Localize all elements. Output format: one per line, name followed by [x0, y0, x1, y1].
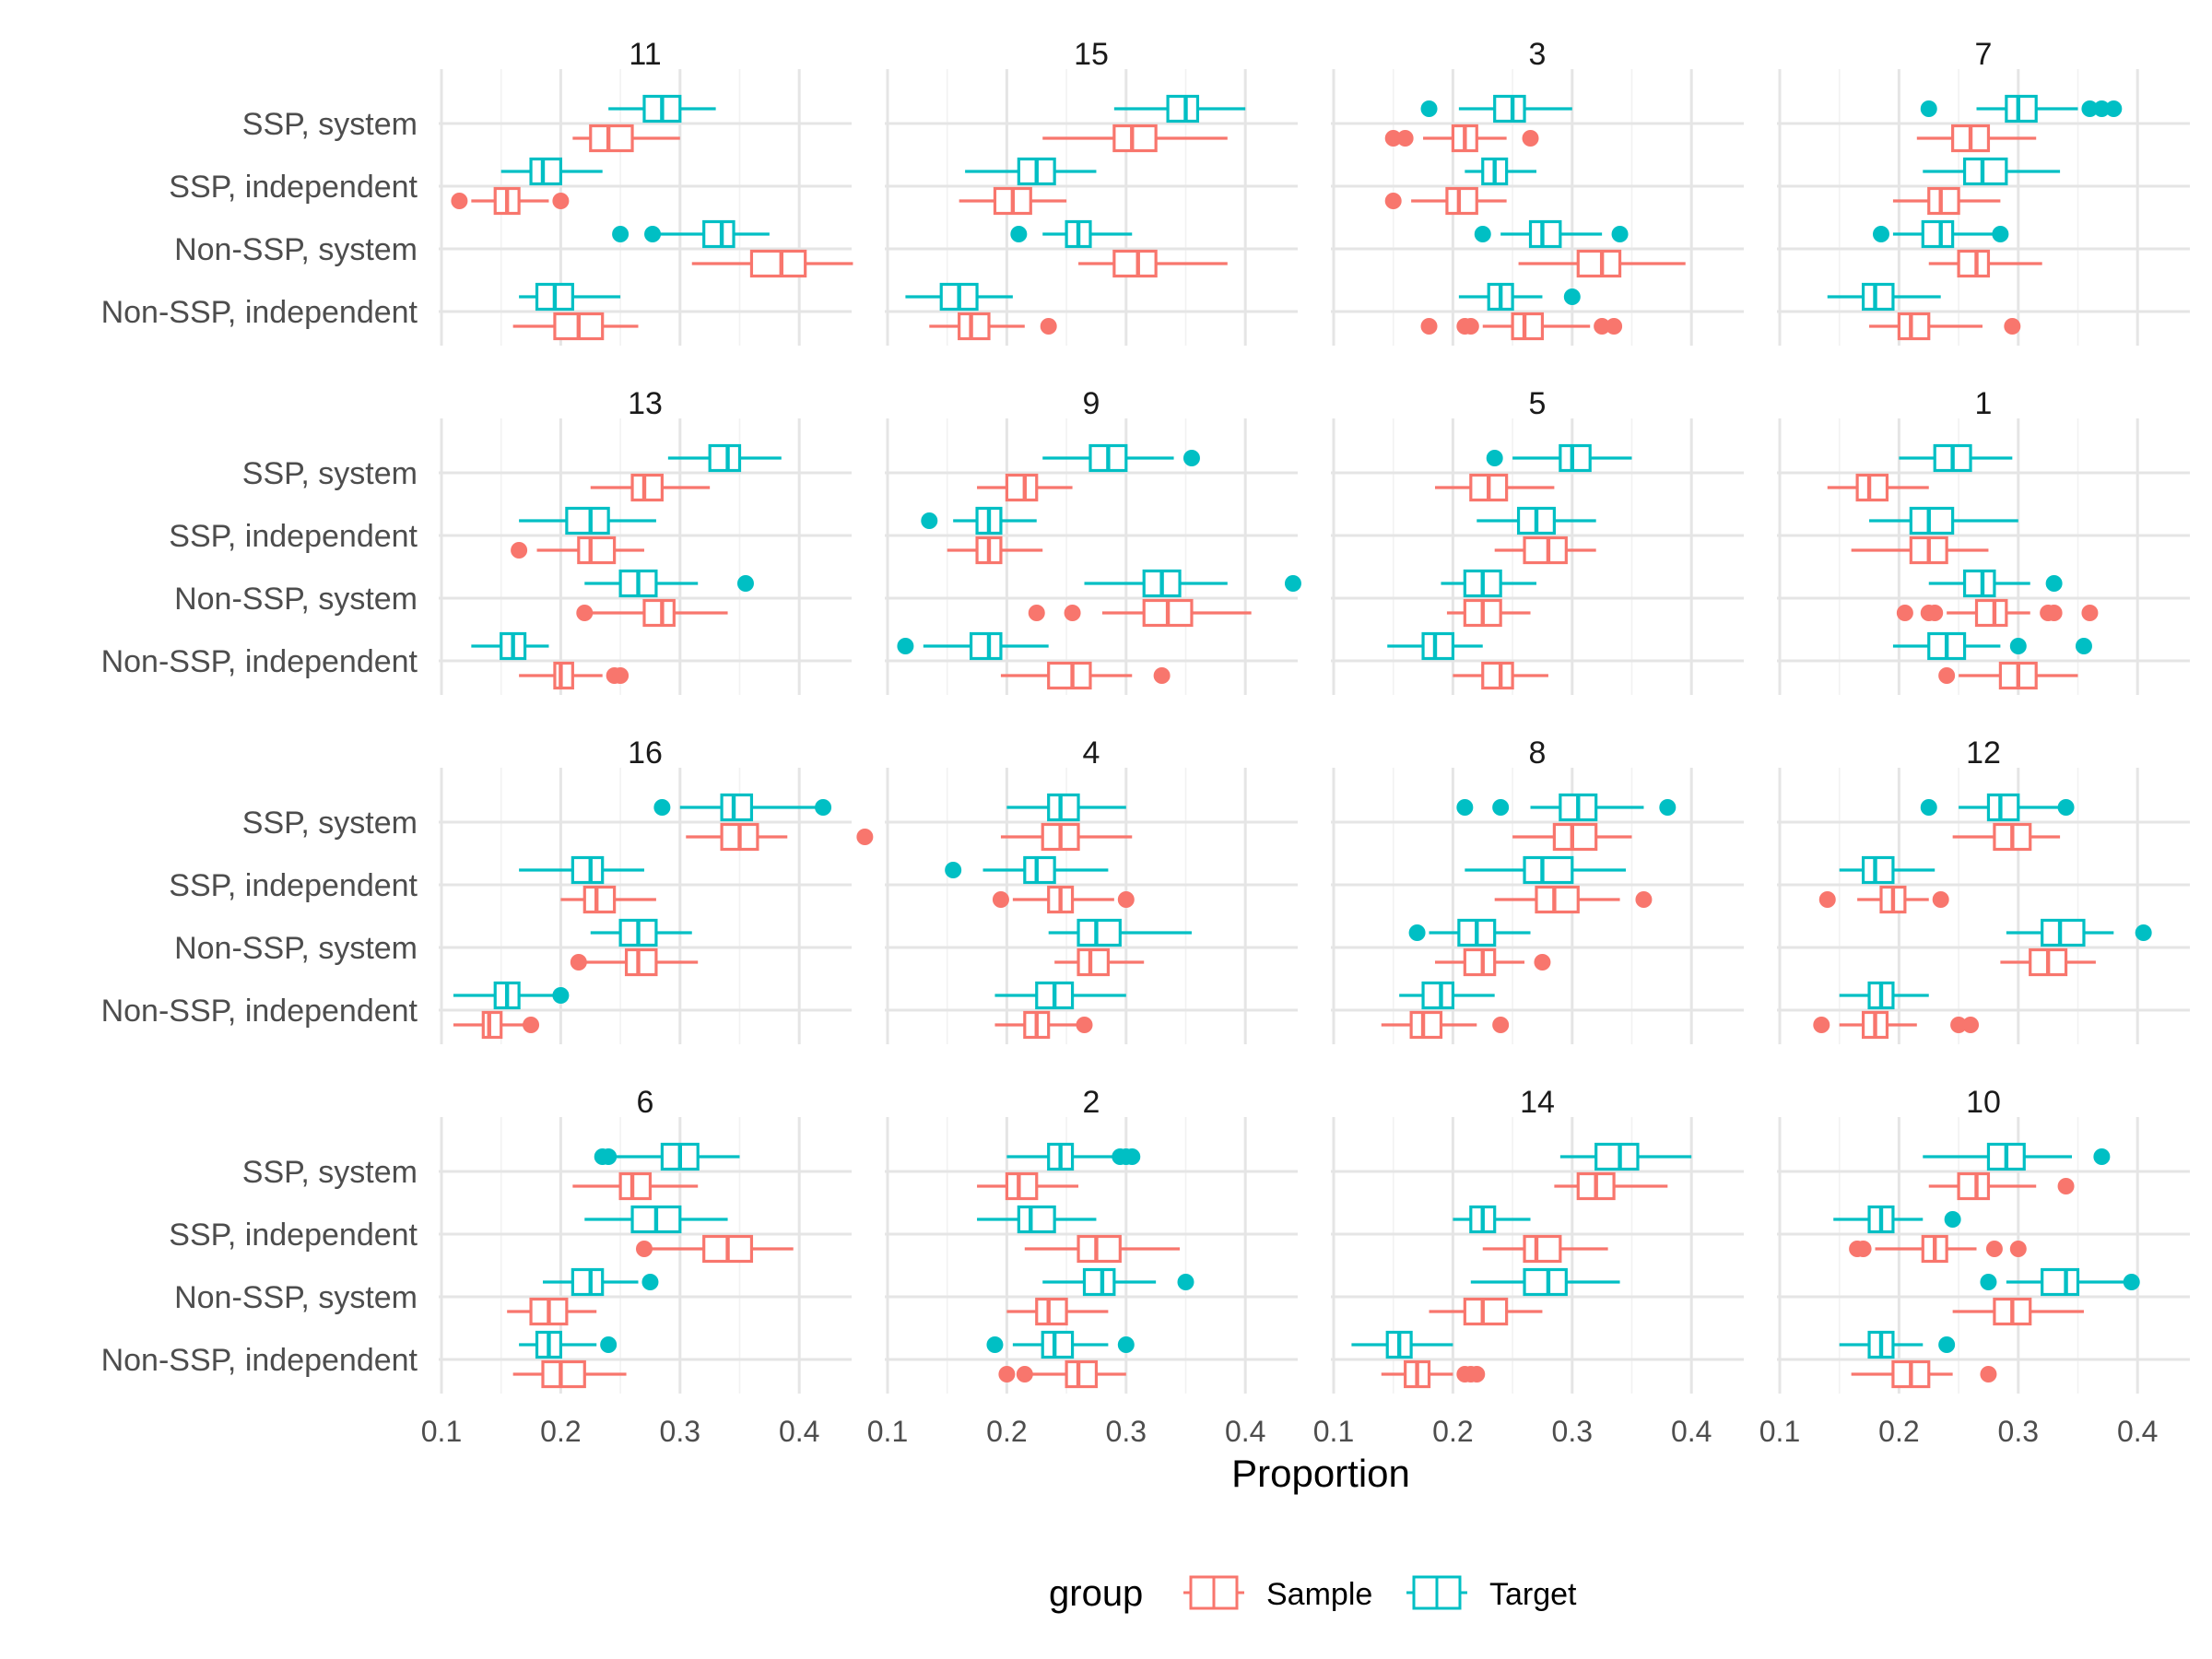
outlier-point [2076, 638, 2092, 654]
outlier-point [571, 954, 587, 971]
box-iqr [1447, 189, 1477, 214]
facet-title: 7 [1974, 37, 1993, 72]
box-iqr [1911, 509, 1952, 534]
x-tick-label: 0.4 [778, 1415, 820, 1448]
box-iqr [1959, 1174, 1988, 1199]
facet-title: 1 [1974, 386, 1993, 421]
outlier-point [1980, 1274, 1996, 1290]
facet-title: 11 [629, 37, 662, 72]
outlier-point [1945, 1211, 1961, 1228]
box-iqr [1078, 1237, 1120, 1262]
outlier-point [856, 829, 873, 845]
x-tick-label: 0.2 [1878, 1415, 1920, 1448]
outlier-point [511, 542, 527, 559]
outlier-point [2136, 924, 2152, 941]
box-iqr [1923, 222, 1952, 247]
x-tick-label: 0.4 [2116, 1415, 2159, 1448]
box-iqr [1578, 252, 1619, 276]
box-iqr [1524, 1270, 1566, 1295]
legend-label: Sample [1266, 1577, 1373, 1612]
facet-title: 5 [1528, 386, 1547, 421]
box-iqr [2042, 921, 2084, 946]
outlier-point [1041, 318, 1057, 335]
outlier-point [1409, 924, 1426, 941]
x-tick-label: 0.1 [1312, 1415, 1355, 1448]
facet-title: 4 [1082, 735, 1100, 771]
box-iqr [1025, 858, 1054, 883]
x-tick-label: 0.3 [659, 1415, 701, 1448]
outlier-point [1938, 1336, 1955, 1353]
outlier-point [600, 1148, 617, 1165]
box-iqr [1864, 858, 1893, 883]
box-iqr [1495, 97, 1524, 122]
box-iqr [1965, 571, 1994, 596]
category-label: SSP, independent [169, 1218, 418, 1253]
outlier-point [523, 1017, 539, 1033]
box-iqr [1929, 189, 1959, 214]
outlier-point [1921, 100, 1937, 117]
outlier-point [636, 1241, 653, 1257]
box-iqr [632, 476, 662, 500]
legend-label: Target [1489, 1577, 1577, 1612]
outlier-point [612, 226, 629, 242]
outlier-point [1017, 1366, 1033, 1382]
outlier-point [1659, 799, 1676, 816]
x-tick-label: 0.3 [1997, 1415, 2040, 1448]
box-iqr [1006, 1174, 1036, 1199]
outlier-point [1154, 667, 1171, 684]
x-tick-label: 0.1 [1759, 1415, 1801, 1448]
box-iqr [644, 601, 674, 626]
outlier-point [1124, 1148, 1140, 1165]
legend [1049, 1573, 1577, 1614]
box-iqr [567, 509, 608, 534]
box-iqr [704, 222, 734, 247]
outlier-point [1980, 1366, 1996, 1382]
outlier-point [945, 862, 961, 878]
category-label: Non-SSP, independent [100, 1343, 418, 1378]
outlier-point [1468, 1366, 1485, 1382]
facet-title: 15 [1074, 37, 1109, 72]
category-label: Non-SSP, system [174, 1280, 418, 1315]
box-iqr [1078, 950, 1108, 975]
box-iqr [1168, 97, 1197, 122]
outlier-point [1421, 100, 1438, 117]
outlier-point [1813, 1017, 1830, 1033]
box-iqr [1042, 1333, 1072, 1358]
box-iqr [591, 126, 632, 151]
category-label: Non-SSP, system [174, 931, 418, 966]
box-iqr [1536, 888, 1578, 912]
box-iqr [2006, 97, 2036, 122]
outlier-point [451, 193, 467, 209]
outlier-point [1065, 605, 1081, 621]
outlier-point [1897, 605, 1913, 621]
outlier-point [1178, 1274, 1194, 1290]
box-iqr [1531, 222, 1560, 247]
facet-title: 13 [628, 386, 663, 421]
outlier-point [1855, 1241, 1872, 1257]
box-iqr [1423, 634, 1453, 659]
category-label: Non-SSP, independent [100, 295, 418, 330]
box-iqr [1423, 983, 1453, 1008]
category-label: SSP, independent [169, 170, 418, 205]
outlier-point [1933, 891, 1949, 908]
outlier-point [2010, 1241, 2027, 1257]
outlier-point [2081, 605, 2098, 621]
box-iqr [1483, 664, 1512, 688]
box-iqr [1512, 314, 1542, 339]
outlier-point [1986, 1241, 2003, 1257]
outlier-point [921, 512, 937, 529]
category-label: Non-SSP, system [174, 232, 418, 267]
box-iqr [751, 252, 805, 276]
category-label: SSP, independent [169, 519, 418, 554]
outlier-point [1029, 605, 1045, 621]
box-iqr [1006, 476, 1036, 500]
outlier-point [1819, 891, 1836, 908]
outlier-point [1463, 318, 1479, 335]
box-iqr [572, 858, 602, 883]
outlier-point [998, 1366, 1015, 1382]
x-tick-label: 0.2 [986, 1415, 1028, 1448]
box-iqr [1857, 476, 1887, 500]
x-tick-label: 0.2 [540, 1415, 582, 1448]
box-iqr [572, 1270, 602, 1295]
outlier-point [612, 667, 629, 684]
outlier-point [1456, 799, 1473, 816]
box-iqr [579, 538, 615, 563]
outlier-point [552, 193, 569, 209]
outlier-point [1992, 226, 2008, 242]
outlier-point [1183, 450, 1200, 466]
outlier-point [600, 1336, 617, 1353]
outlier-point [1921, 799, 1937, 816]
box-iqr [1864, 285, 1893, 310]
facet-title: 12 [1966, 735, 2001, 771]
box-iqr [1037, 1300, 1066, 1324]
outlier-point [1475, 226, 1491, 242]
outlier-point [2046, 575, 2063, 592]
facet-title: 10 [1966, 1085, 2001, 1120]
legend-title: group [1049, 1573, 1144, 1614]
outlier-point [1962, 1017, 1979, 1033]
outlier-point [2058, 799, 2075, 816]
box-iqr [1114, 252, 1156, 276]
box-iqr [1524, 538, 1566, 563]
outlier-point [1397, 130, 1414, 147]
outlier-point [2046, 605, 2063, 621]
box-iqr [555, 664, 572, 688]
category-label: Non-SSP, independent [100, 994, 418, 1029]
box-iqr [483, 1013, 500, 1038]
outlier-point [552, 987, 569, 1004]
outlier-point [576, 605, 593, 621]
box-iqr [1977, 601, 2006, 626]
box-iqr [1411, 1013, 1441, 1038]
outlier-point [1487, 450, 1503, 466]
box-iqr [543, 1362, 584, 1387]
outlier-point [1492, 1017, 1509, 1033]
outlier-point [993, 891, 1009, 908]
outlier-point [1606, 318, 1622, 335]
x-tick-label: 0.2 [1432, 1415, 1474, 1448]
box-iqr [722, 795, 751, 820]
box-iqr [627, 950, 656, 975]
outlier-point [1118, 1336, 1135, 1353]
x-axis-title: Proportion [1231, 1452, 1410, 1495]
facet-title: 6 [636, 1085, 654, 1120]
outlier-point [1285, 575, 1301, 592]
box-iqr [1018, 1207, 1054, 1232]
outlier-point [986, 1336, 1003, 1353]
facet-title: 9 [1082, 386, 1100, 421]
box-iqr [1899, 314, 1928, 339]
category-label: SSP, system [241, 1155, 418, 1190]
category-label: Non-SSP, system [174, 582, 418, 617]
outlier-point [2105, 100, 2122, 117]
outlier-point [1635, 891, 1652, 908]
outlier-point [1873, 226, 1889, 242]
outlier-point [641, 1274, 658, 1290]
box-iqr [1066, 1362, 1096, 1387]
box-iqr [1560, 446, 1590, 471]
outlier-point [1118, 891, 1135, 908]
outlier-point [1385, 193, 1402, 209]
facet-title: 8 [1528, 735, 1547, 771]
outlier-point [897, 638, 913, 654]
box-iqr [2042, 1270, 2078, 1295]
outlier-point [644, 226, 661, 242]
box-iqr [531, 159, 560, 184]
category-label: SSP, independent [169, 868, 418, 903]
facet-title: 16 [628, 735, 663, 771]
outlier-point [1421, 318, 1438, 335]
outlier-point [653, 799, 670, 816]
box-iqr [1465, 950, 1494, 975]
box-iqr [1524, 1237, 1560, 1262]
outlier-point [1564, 288, 1581, 305]
outlier-point [1077, 1017, 1093, 1033]
legend-item-target [1406, 1577, 1577, 1612]
outlier-point [1492, 799, 1509, 816]
category-label: SSP, system [241, 107, 418, 142]
facet-title: 2 [1082, 1085, 1100, 1120]
box-iqr [1465, 1300, 1506, 1324]
outlier-point [2093, 1148, 2110, 1165]
outlier-point [1612, 226, 1629, 242]
box-iqr [1078, 921, 1120, 946]
box-iqr [1959, 252, 1988, 276]
x-tick-label: 0.3 [1551, 1415, 1594, 1448]
box-iqr [1049, 664, 1090, 688]
category-label: SSP, system [241, 456, 418, 491]
outlier-point [1010, 226, 1027, 242]
outlier-point [1938, 667, 1955, 684]
legend-item-sample [1183, 1577, 1372, 1612]
outlier-point [2010, 638, 2027, 654]
box-iqr [710, 446, 739, 471]
box-iqr [584, 888, 614, 912]
box-iqr [959, 314, 989, 339]
box-iqr [1524, 858, 1572, 883]
outlier-point [1926, 605, 1943, 621]
box-iqr [1049, 795, 1078, 820]
category-label: Non-SSP, independent [100, 644, 418, 679]
box-iqr [1965, 159, 2006, 184]
category-label: SSP, system [241, 806, 418, 841]
box-iqr [1596, 1145, 1638, 1170]
box-iqr [620, 1174, 650, 1199]
outlier-point [1523, 130, 1539, 147]
facet-title: 14 [1520, 1085, 1555, 1120]
outlier-point [2058, 1178, 2075, 1194]
x-tick-label: 0.1 [420, 1415, 463, 1448]
x-tick-label: 0.4 [1224, 1415, 1266, 1448]
box-iqr [1988, 795, 2018, 820]
box-iqr [1114, 126, 1156, 151]
x-tick-label: 0.1 [866, 1415, 909, 1448]
outlier-point [737, 575, 754, 592]
x-tick-label: 0.4 [1670, 1415, 1712, 1448]
box-iqr [971, 634, 1001, 659]
facet-title: 3 [1528, 37, 1547, 72]
outlier-point [2124, 1274, 2140, 1290]
x-tick-label: 0.3 [1105, 1415, 1147, 1448]
outlier-point [815, 799, 831, 816]
outlier-point [2004, 318, 2020, 335]
box-iqr [1554, 825, 1595, 850]
box-iqr [1085, 1270, 1114, 1295]
outlier-point [1534, 954, 1550, 971]
